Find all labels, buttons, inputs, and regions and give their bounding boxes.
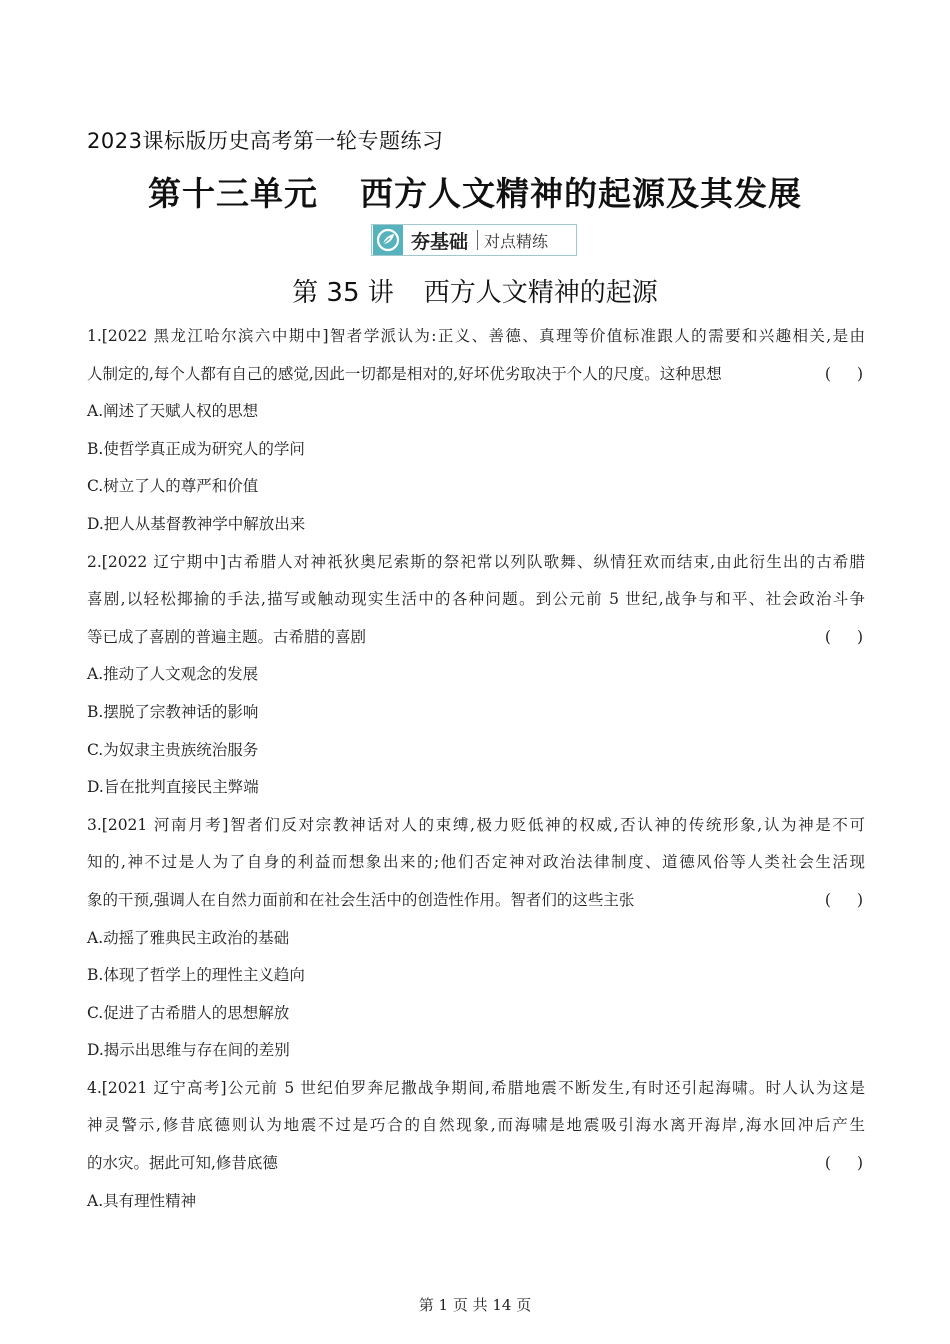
leaf-icon <box>373 225 403 255</box>
question-stem-line: 人制定的,每个人都有自己的感觉,因此一切都是相对的,好坏优劣取决于个人的尺度。这种思想 ( ) <box>87 356 865 394</box>
option-b: B.体现了哲学上的理性主义趋向 <box>87 966 305 985</box>
option-d: D.旨在批判直接民主弊端 <box>87 778 259 797</box>
page-footer: 第 1 页 共 14 页 <box>418 1296 532 1314</box>
question-stem-line: 的水灾。据此可知,修昔底德 ( ) <box>87 1145 865 1183</box>
option-a: A.动摇了雅典民主政治的基础 <box>87 928 290 947</box>
question-4 <box>87 1070 865 1220</box>
option-a: A.推动了人文观念的发展 <box>87 665 259 684</box>
option-c: C.树立了人的尊严和价值 <box>87 477 259 496</box>
answer-blank: ( ) <box>824 627 863 646</box>
answer-blank: ( ) <box>824 1154 863 1173</box>
lecture-name: 西方人文精神的起源 <box>423 278 658 308</box>
option-b: B.使哲学真正成为研究人的学问 <box>87 439 305 458</box>
badge-divider <box>477 230 478 250</box>
option-a: A.具有理性精神 <box>87 1191 197 1210</box>
question-stem-line: 等已成了喜剧的普遍主题。古希腊的喜剧 ( ) <box>87 619 865 657</box>
question-stem-line: 喜剧,以轻松揶揄的手法,描写或触动现实生活中的各种问题。到公元前 5 世纪,战争与和平、社会政治斗争 <box>87 590 865 609</box>
option-d: D.把人从基督教神学中解放出来 <box>87 514 306 533</box>
question-stem-line: 知的,神不过是人为了自身的利益而想象出来的;他们否定神对政治法律制度、道德风俗等人类社会生活现 <box>87 853 865 872</box>
section-badge <box>371 224 577 256</box>
badge-main-label: 夯基础 <box>411 230 469 253</box>
unit-label: 第十三单元 <box>148 174 318 213</box>
unit-title <box>0 168 950 215</box>
question-stem-line: 1.[2022 黑龙江哈尔滨六中期中]智者学派认为:正义、善德、真理等价值标准跟人的需要和兴趣相关,是由 <box>87 327 865 345</box>
lecture-title <box>0 272 950 309</box>
answer-blank: ( ) <box>824 364 863 383</box>
question-stem-line: 象的干预,强调人在自然力面前和在社会生活中的创造性作用。智者们的这些主张 ( ) <box>87 882 865 920</box>
question-2 <box>87 544 865 807</box>
option-d: D.揭示出思维与存在间的差别 <box>87 1041 290 1060</box>
question-1 <box>87 318 865 544</box>
question-stem-line: 3.[2021 河南月考]智者们反对宗教神话对人的束缚,极力贬低神的权威,否认神的传统形象,认为神是不可 <box>87 815 865 834</box>
question-stem-line: 2.[2022 辽宁期中]古希腊人对神祇狄奥尼索斯的祭祀常以列队歌舞、纵情狂欢而结束,由此衍生出的古希腊 <box>87 552 865 571</box>
unit-name: 西方人文精神的起源及其发展 <box>360 174 802 213</box>
answer-blank: ( ) <box>824 890 863 909</box>
badge-sub-label: 对点精练 <box>484 231 549 251</box>
lecture-label: 第 35 讲 <box>292 278 394 308</box>
option-b: B.摆脱了宗教神话的影响 <box>87 702 259 721</box>
question-stem-line: 神灵警示,修昔底德则认为地震不过是巧合的自然现象,而海啸是地震吸引海水离开海岸,海水回冲后产生 <box>87 1116 865 1135</box>
option-c: C.为奴隶主贵族统治服务 <box>87 740 259 759</box>
question-list <box>87 318 865 1220</box>
option-a: A.阐述了天赋人权的思想 <box>87 402 259 421</box>
course-title: 2023课标版历史高考第一轮专题练习 <box>87 129 444 153</box>
option-c: C.促进了古希腊人的思想解放 <box>87 1003 290 1022</box>
question-stem-line: 4.[2021 辽宁高考]公元前 5 世纪伯罗奔尼撒战争期间,希腊地震不断发生,有时还引起海啸。时人认为这是 <box>87 1078 865 1097</box>
question-3 <box>87 807 865 1070</box>
